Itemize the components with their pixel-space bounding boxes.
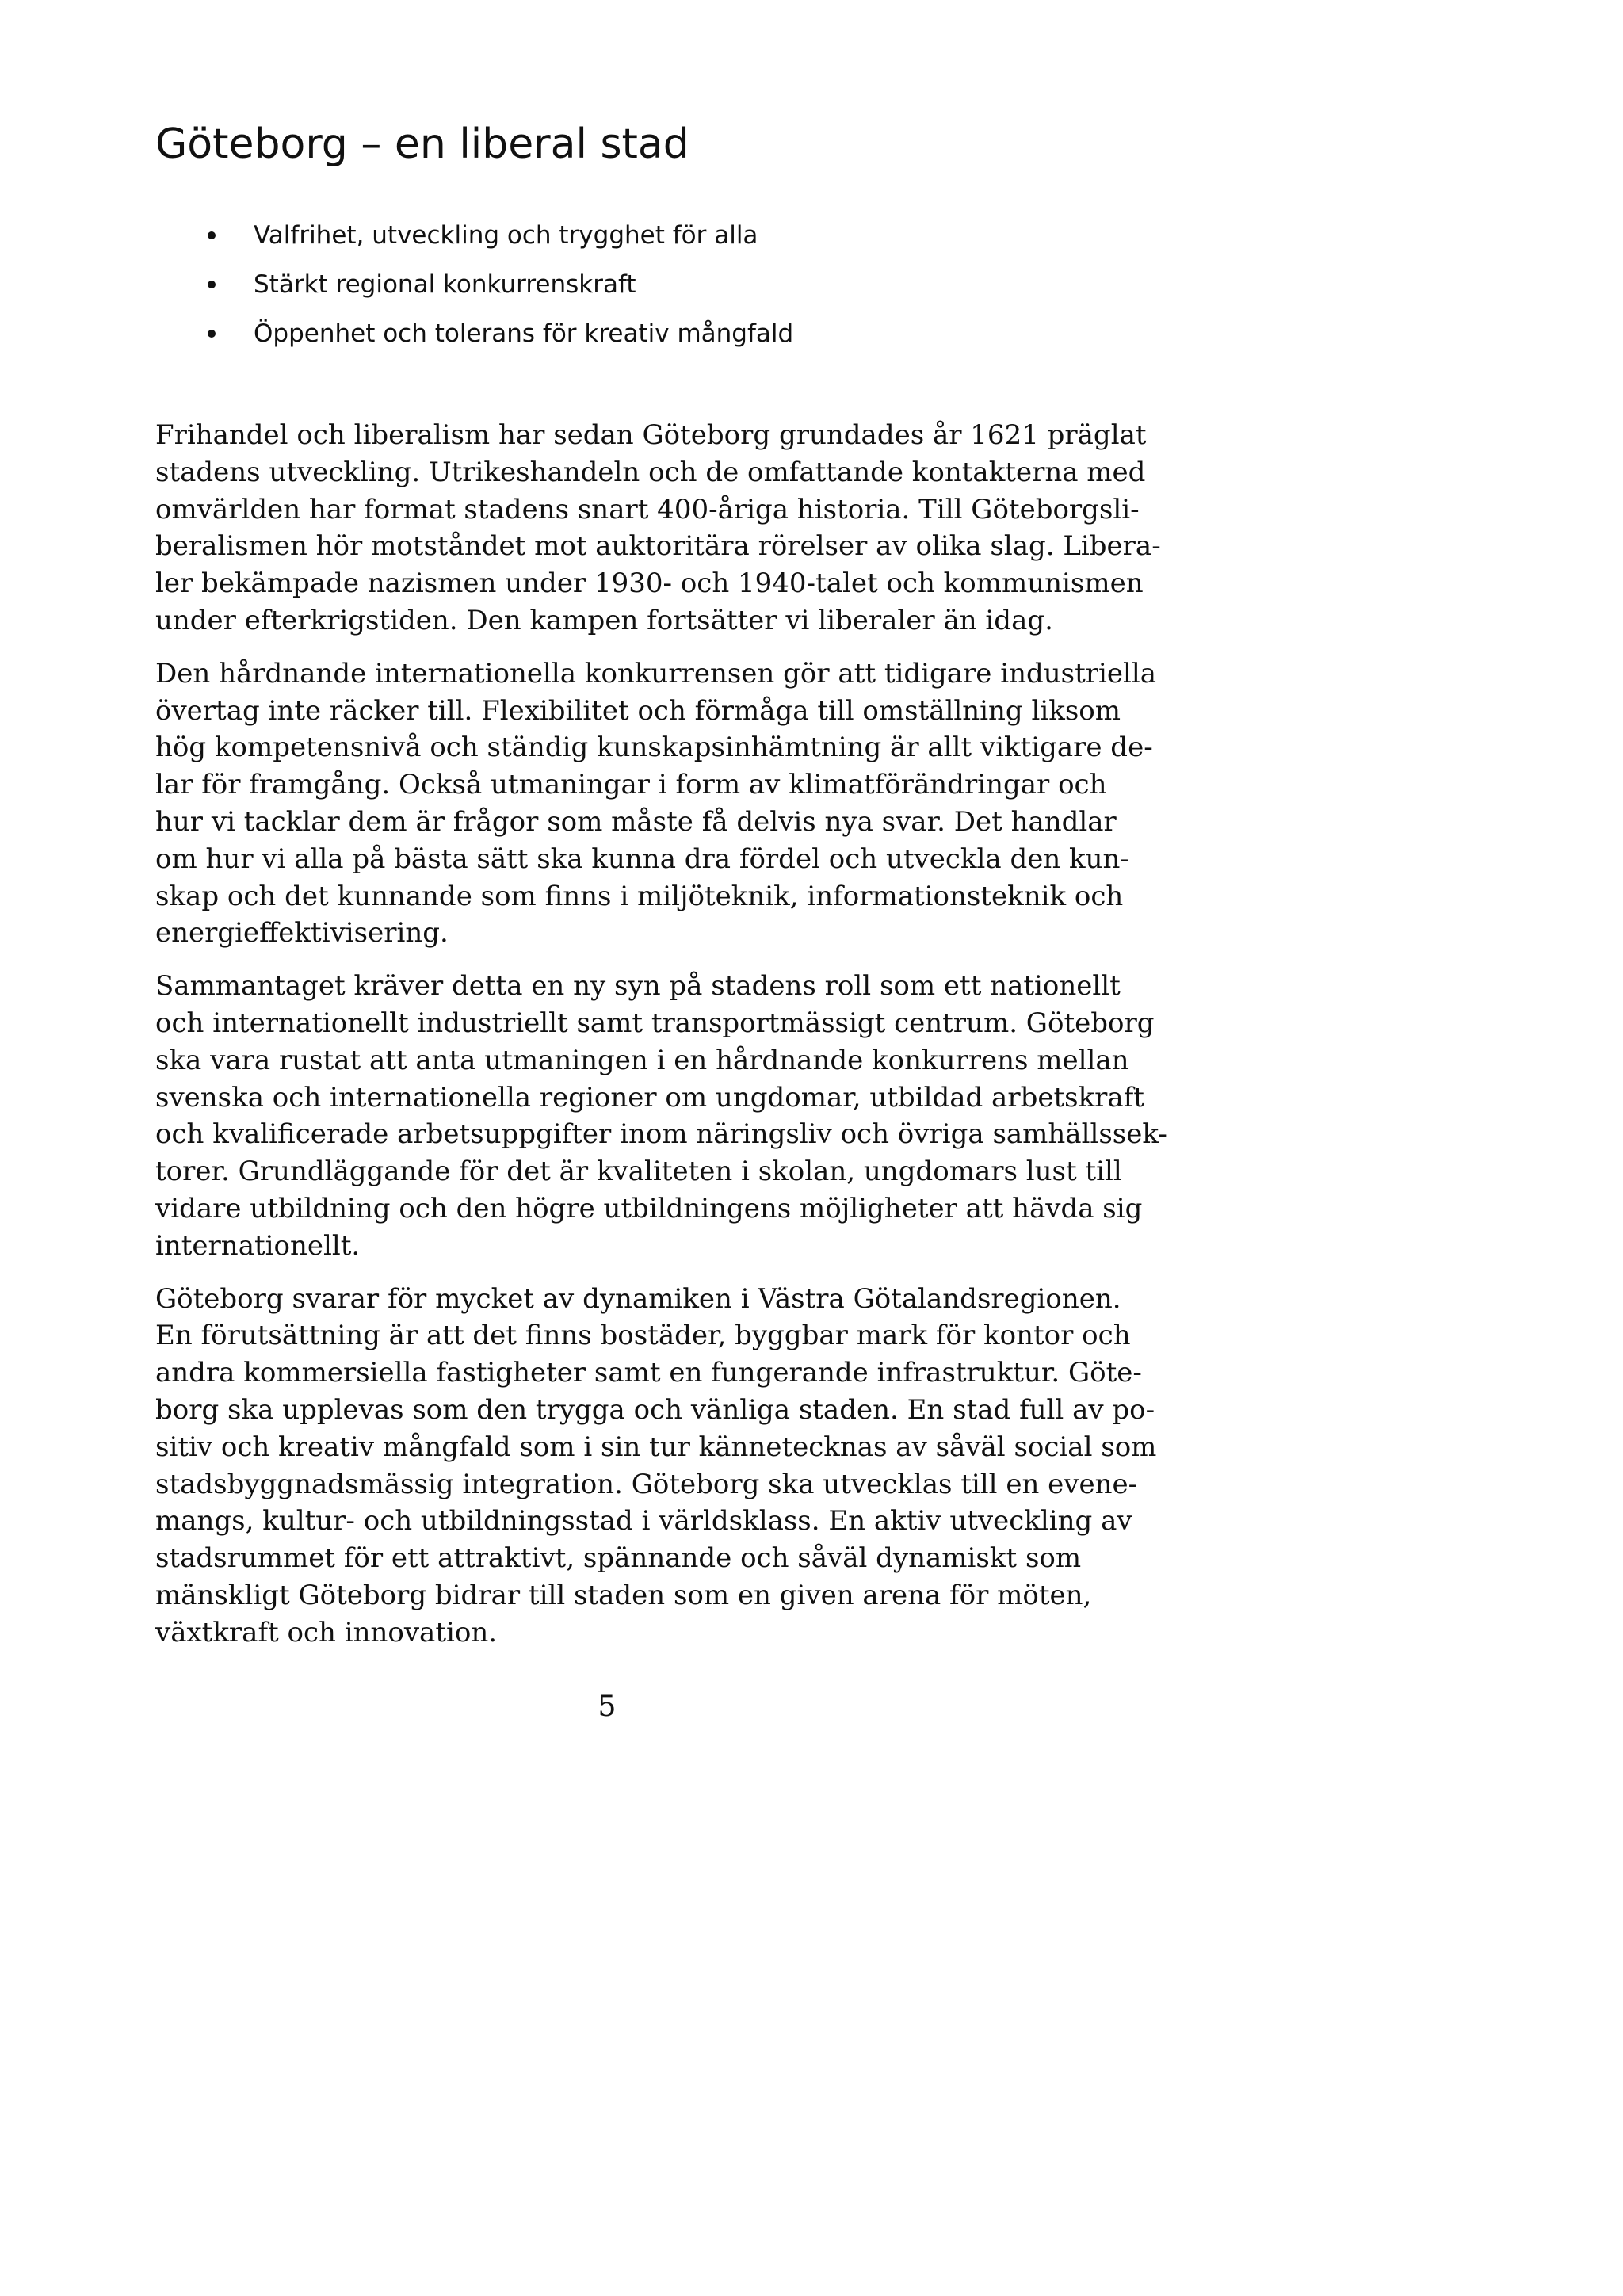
text-line: energieffektivisering. — [155, 917, 449, 949]
text-line: ler bekämpade nazismen under 1930- och 1940-talet och kommunismen — [155, 567, 1144, 600]
text-line: En förutsättning är att det finns bostäder, byggbar mark för kontor och — [155, 1320, 1131, 1352]
bullet-text: Öppenhet och tolerans för kreativ mångfald — [254, 319, 794, 348]
text-line: Sammantaget kräver detta en ny syn på stadens roll som ett nationellt — [155, 970, 1121, 1003]
text-line: sitiv och kreativ mångfald som i sin tur kännetecknas av såväl social som — [155, 1431, 1157, 1463]
text-line: Den hårdnande internationella konkurrensen gör att tidigare industriella — [155, 657, 1157, 690]
text-line: borg ska upplevas som den trygga och vänliga staden. En stad full av po- — [155, 1393, 1155, 1426]
text-line: internationellt. — [155, 1229, 361, 1262]
text-line: Göteborg svarar för mycket av dynamiken i Västra Götalandsregionen. — [155, 1282, 1121, 1315]
paragraph-4 — [155, 1281, 1157, 1652]
text-line: mänskligt Göteborg bidrar till staden som en given arena för möten, — [155, 1579, 1092, 1611]
page-title: Göteborg – en liberal stad — [155, 120, 689, 168]
text-line: om hur vi alla på bästa sätt ska kunna dra fördel och utveckla den kun- — [155, 842, 1129, 875]
text-line: torer. Grundläggande för det är kvaliteten i skolan, ungdomars lust till — [155, 1156, 1122, 1188]
text-line: växtkraft och innovation. — [155, 1616, 498, 1648]
text-line: svenska och internationella regioner om ungdomar, utbildad arbetskraft — [155, 1081, 1144, 1114]
paragraph-2 — [155, 655, 1157, 952]
paragraph-3 — [155, 968, 1167, 1264]
bullet-text: Valfrihet, utveckling och trygghet för alla — [254, 221, 758, 250]
bullet-text: Stärkt regional konkurrenskraft — [254, 270, 636, 299]
text-line: stadens utveckling. Utrikeshandeln och de omfattande kontakterna med — [155, 456, 1146, 488]
text-line: skap och det kunnande som finns i miljöteknik, informationsteknik och — [155, 880, 1124, 912]
text-line: och internationellt industriellt samt transportmässigt centrum. Göteborg — [155, 1007, 1155, 1039]
text-line: mangs, kultur- och utbildningsstad i världsklass. En aktiv utveckling av — [155, 1505, 1132, 1538]
text-line: Frihandel och liberalism har sedan Göteborg grundades år 1621 präglat — [155, 419, 1147, 451]
text-line: övertag inte räcker till. Flexibilitet och förmåga till omställning liksom — [155, 694, 1121, 727]
text-line: beralismen hör motståndet mot auktoritära rörelser av olika slag. Libera- — [155, 530, 1161, 563]
text-line: och kvalificerade arbetsuppgifter inom näringsliv och övriga samhällssek- — [155, 1118, 1167, 1151]
text-line: lar för framgång. Också utmaningar i form av klimatförändringar och — [155, 769, 1107, 801]
text-line: andra kommersiella fastigheter samt en fungerande infrastruktur. Göte- — [155, 1357, 1142, 1389]
text-line: hur vi tacklar dem är frågor som måste få delvis nya svar. Det handlar — [155, 805, 1117, 838]
paragraph-1 — [155, 417, 1161, 640]
text-line: vidare utbildning och den högre utbildningens möjligheter att hävda sig — [155, 1192, 1143, 1224]
page-number: 5 — [598, 1690, 617, 1723]
text-line: stadsrummet för ett attraktivt, spännande och såväl dynamiskt som — [155, 1542, 1082, 1575]
text-line: hög kompetensnivå och ständig kunskapsinhämtning är allt viktigare de- — [155, 732, 1153, 764]
text-line: omvärlden har format stadens snart 400-åriga historia. Till Göteborgsli- — [155, 493, 1140, 525]
text-line: stadsbyggnadsmässig integration. Göteborg ska utvecklas till en evene- — [155, 1468, 1138, 1500]
text-line: ska vara rustat att anta utmaningen i en hårdnande konkurrens mellan — [155, 1044, 1129, 1076]
text-line: under efterkrigstiden. Den kampen fortsätter vi liberaler än idag. — [155, 604, 1053, 636]
bullet-dot-icon — [208, 231, 216, 239]
body-text — [155, 417, 1167, 1668]
bullet-dot-icon — [208, 281, 216, 288]
bullet-dot-icon — [208, 330, 216, 338]
